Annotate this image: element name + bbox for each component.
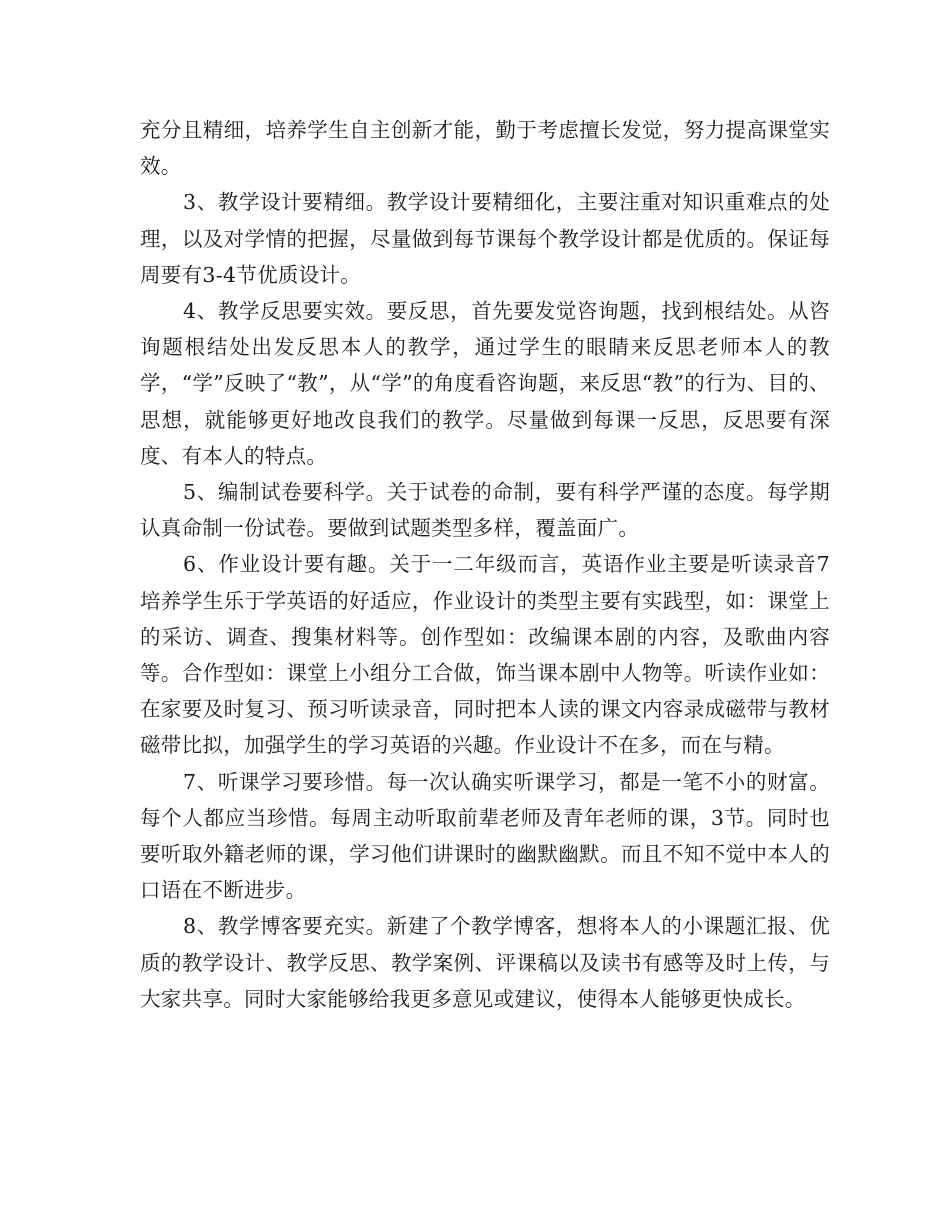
paragraph-8-teaching-blog: 8、教学博客要充实。新建了个教学博客，想将本人的小课题汇报、优质的教学设计、教学反思、教学案例、评课稿以及读书有感等及时上传，与大家共享。同时大家能够给我更多意见或建议，使得本人能够更快成长。: [140, 914, 830, 1011]
paragraph-5-exam-papers: 5、编制试卷要科学。关于试卷的命制，要有科学严谨的态度。每学期认真命制一份试卷。要做到试题类型多样，覆盖面广。: [140, 480, 830, 541]
paragraph-7-lesson-observation: 7、听课学习要珍惜。每一次认确实听课学习，都是一笔不小的财富。每个人都应当珍惜。每周主动听取前辈老师及青年老师的课，3节。同时也要听取外籍老师的课，学习他们讲课时的幽默幽默。而且不知不觉中本人的口语在不断进步。: [140, 769, 830, 903]
paragraph-continuation: 充分且精细，培养学生自主创新才能，勤于考虑擅长发觉，努力提高课堂实效。: [140, 118, 830, 179]
document-body: [140, 112, 830, 1017]
paragraph-4-teaching-reflection: 4、教学反思要实效。要反思，首先要发觉咨询题，找到根结处。从咨询题根结处出发反思本人的教学，通过学生的眼睛来反思老师本人的教学，“学”反映了“教”，从“学”的角度看咨询题，来反思“教”的行为、目的、思想，就能够更好地改良我们的教学。尽量做到每课一反思，反思要有深度、有本人的特点。: [140, 299, 830, 468]
paragraph-6-homework-design: 6、作业设计要有趣。关于一二年级而言，英语作业主要是听读录音7培养学生乐于学英语的好适应，作业设计的类型主要有实践型，如：课堂上的采访、调查、搜集材料等。创作型如：改编课本剧的内容，及歌曲内容等。合作型如：课堂上小组分工合做，饰当课本剧中人物等。听读作业如：在家要及时复习、预习听读录音，同时把本人读的课文内容录成磁带与教材磁带比拟，加强学生的学习英语的兴趣。作业设计不在多，而在与精。: [140, 552, 830, 758]
paragraph-3-teaching-design: 3、教学设计要精细。教学设计要精细化，主要注重对知识重难点的处理，以及对学情的把握，尽量做到每节课每个教学设计都是优质的。保证每周要有3-4节优质设计。: [140, 190, 830, 287]
